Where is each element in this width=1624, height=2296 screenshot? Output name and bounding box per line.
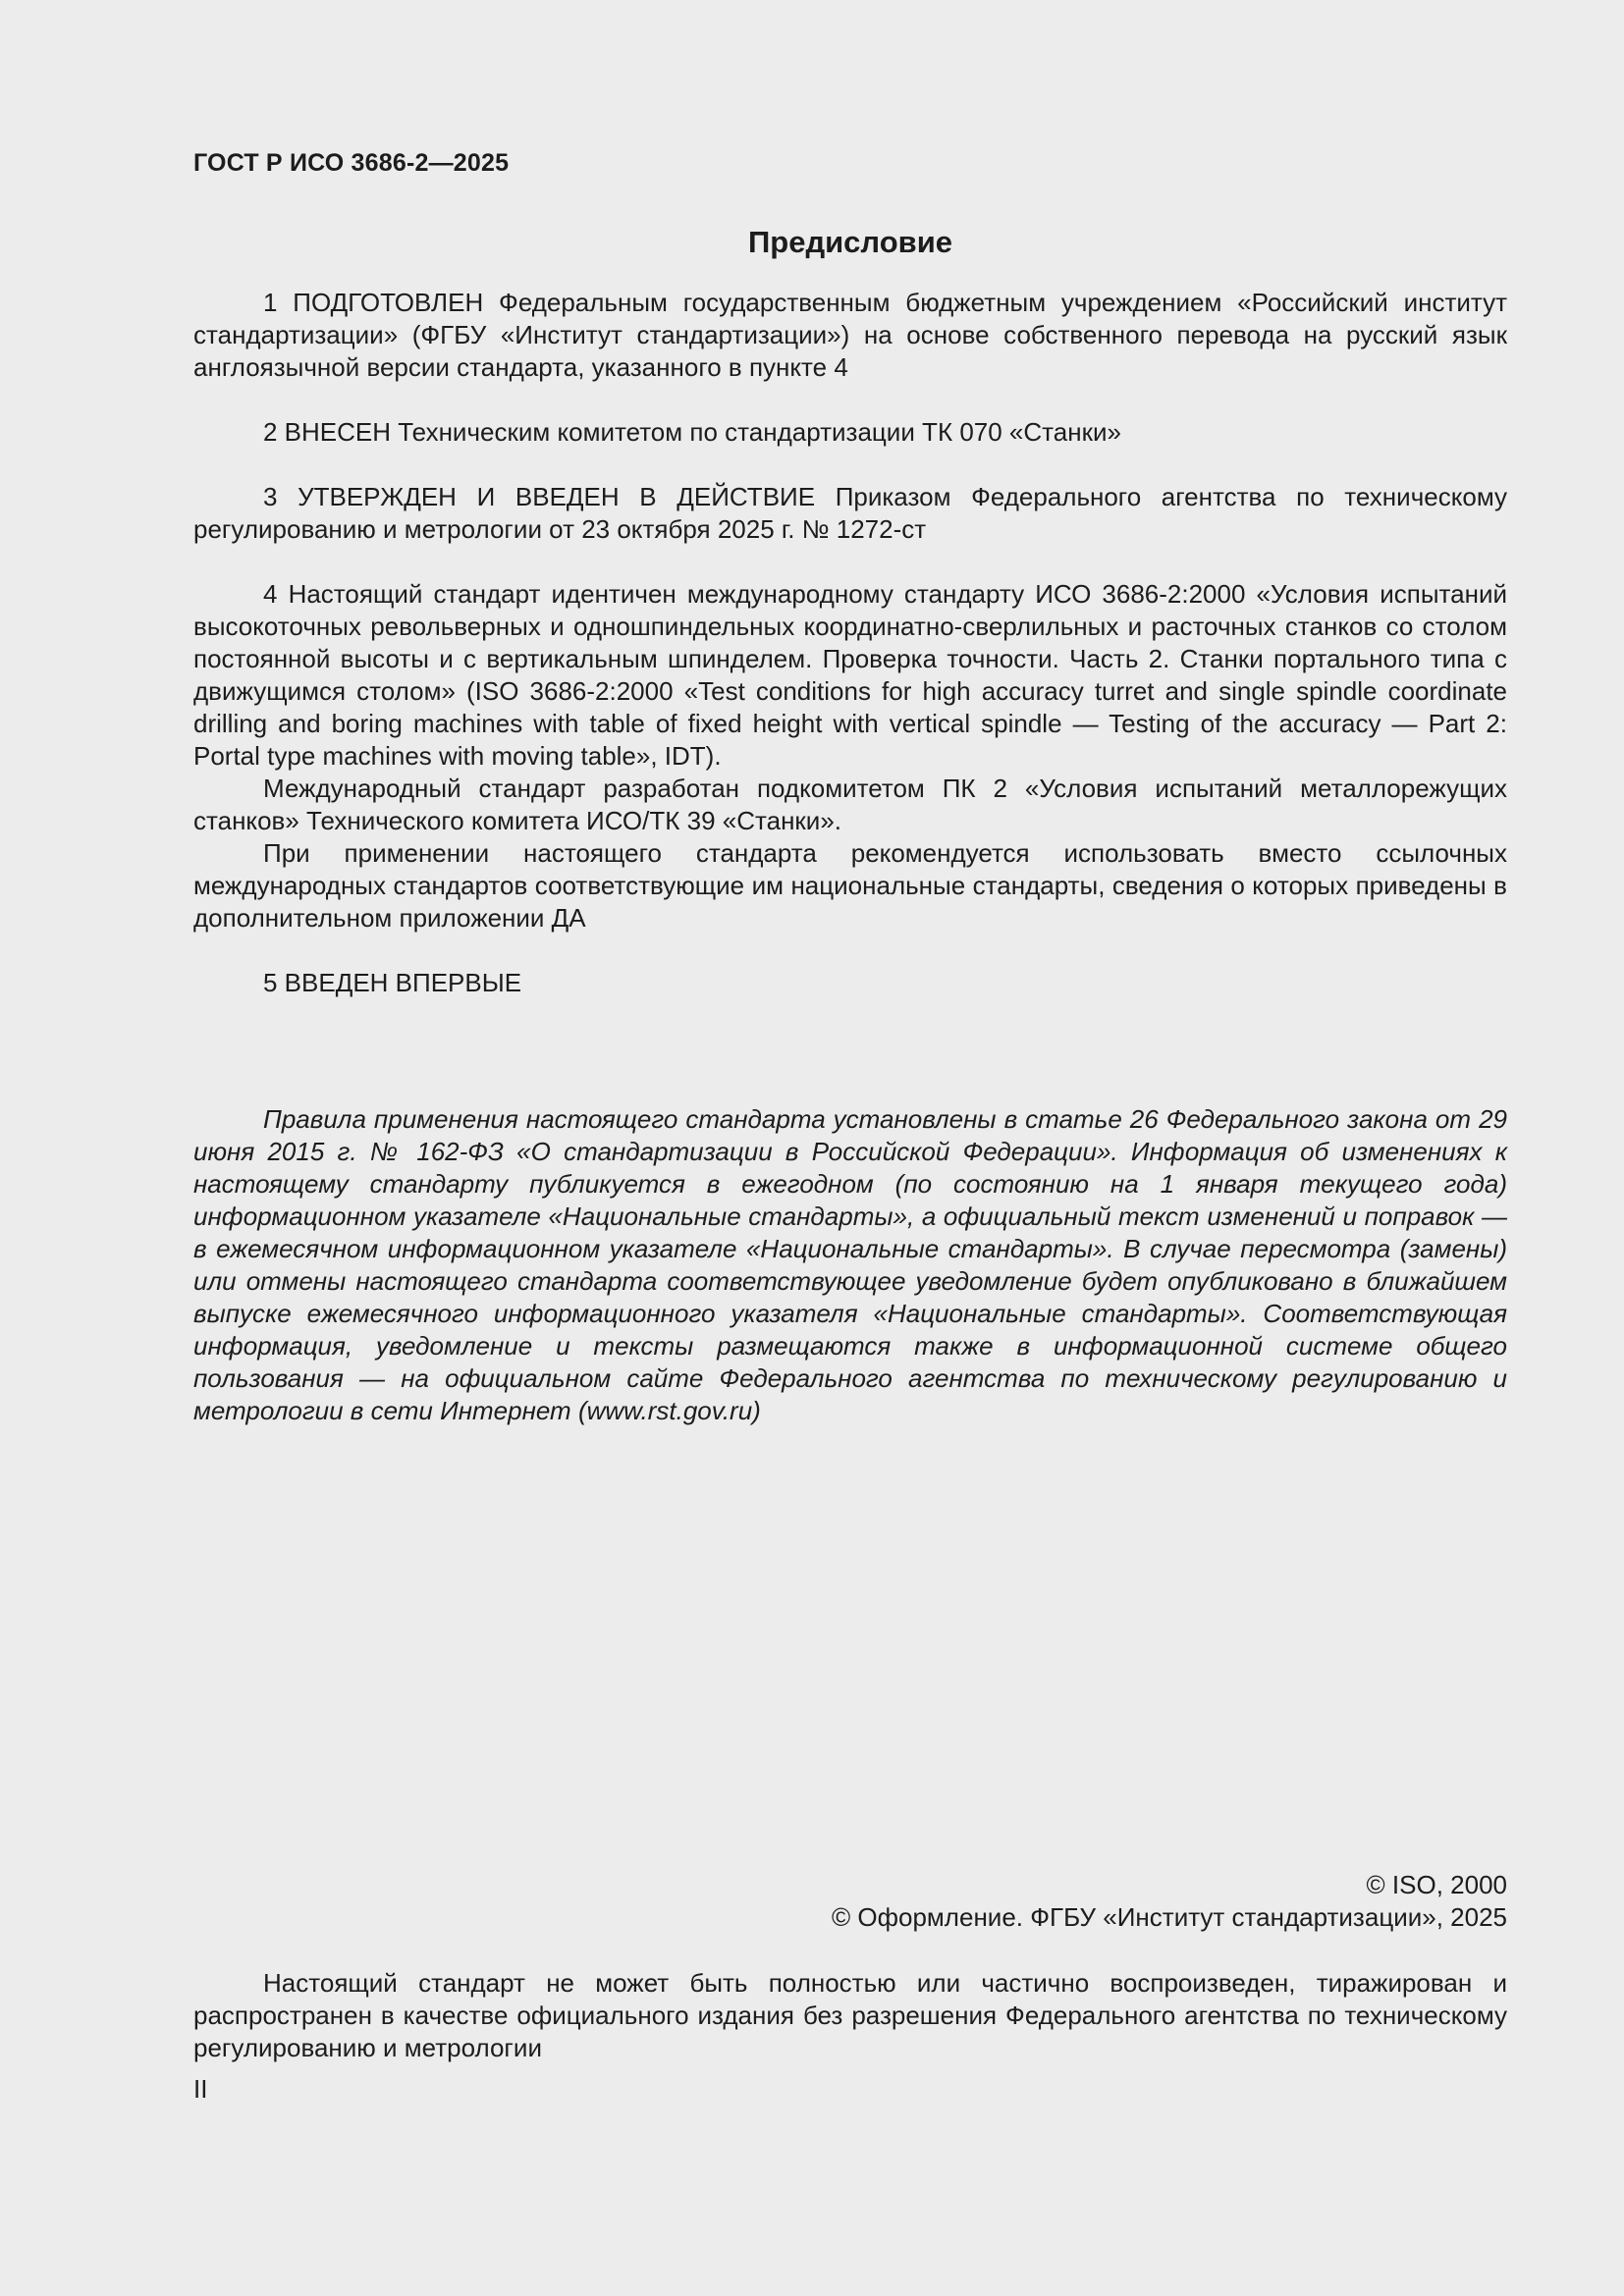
page-title: Предисловие: [747, 225, 952, 259]
foreword-item-4: 4 Настоящий стандарт идентичен международному стандарту ИСО 3686-2:2000 «Условия испытаний высокоточных револьверных и одношпиндельных координатно-сверлильных и расточных станков со столом постоянной высоты и с вертикальным шпинделем. Проверка точности. Часть 2. Станки портального типа с движущимся столом» (ISO 3686-2:2000 «Test conditions for high accuracy turret and single spindle coordinate drilling and boring machines with table of fixed height with vertical spindle — Testing of the accuracy — Part 2: Portal type machines with moving table», IDT).: [193, 579, 1507, 771]
reproduction-notice: Настоящий стандарт не может быть полностью или частично воспроизведен, тиражирован и распространен в качестве официального издания без разрешения Федерального агентства по техническому регулированию и метрологии: [193, 1968, 1507, 2062]
foreword-item-4-developer: Международный стандарт разработан подкомитетом ПК 2 «Условия испытаний металлорежущих станков» Технического комитета ИСО/ТК 39 «Станки».: [193, 774, 1507, 835]
foreword-item-3: 3 УТВЕРЖДЕН И ВВЕДЕН В ДЕЙСТВИЕ Приказом Федерального агентства по техническому регулированию и метрологии от 23 октября 2025 г. № 1272-ст: [193, 482, 1507, 544]
standard-id-header: ГОСТ Р ИСО 3686-2—2025: [193, 149, 510, 177]
design-copyright: © Оформление. ФГБУ «Институт стандартизации», 2025: [832, 1902, 1507, 1932]
foreword-item-4-application: При применении настоящего стандарта рекомендуется использовать вместо ссылочных международных стандартов соответствующие им национальные стандарты, сведения о которых приведены в дополнительном приложении ДА: [193, 838, 1507, 933]
iso-copyright: © ISO, 2000: [1366, 1870, 1507, 1899]
foreword-item-2: 2 ВНЕСЕН Техническим комитетом по стандартизации ТК 070 «Станки»: [263, 417, 1121, 447]
copyright-block: [193, 1869, 1507, 1934]
foreword-item-1: 1 ПОДГОТОВЛЕН Федеральным государственным бюджетным учреждением «Российский институт стандартизации» (ФГБУ «Институт стандартизации») на основе собственного перевода на русский язык англоязычной версии стандарта, указанного в пункте 4: [193, 288, 1507, 382]
foreword-item-5: 5 ВВЕДЕН ВПЕРВЫЕ: [263, 968, 522, 997]
foreword-body: [193, 287, 1507, 999]
application-rules-notice: Правила применения настоящего стандарта установлены в статье 26 Федерального закона от 29 июня 2015 г. № 162-ФЗ «О стандартизации в Российской Федерации». Информация об изменениях к настоящему стандарту публикуется в ежегодном (по состоянию на 1 января текущего года) информационном указателе «Национальные стандарты», а официальный текст изменений и поправок — в ежемесячном информационном указателе «Национальные стандарты». В случае пересмотра (замены) или отмены настоящего стандарта соответствующее уведомление будет опубликовано в ближайшем выпуске ежемесячного информационного указателя «Национальные стандарты». Соответствующая информация, уведомление и тексты размещаются также в информационной системе общего пользования — на официальном сайте Федерального агентства по техническому регулированию и метрологии в сети Интернет (www.rst.gov.ru): [193, 1104, 1507, 1425]
page-number: II: [193, 2074, 208, 2104]
